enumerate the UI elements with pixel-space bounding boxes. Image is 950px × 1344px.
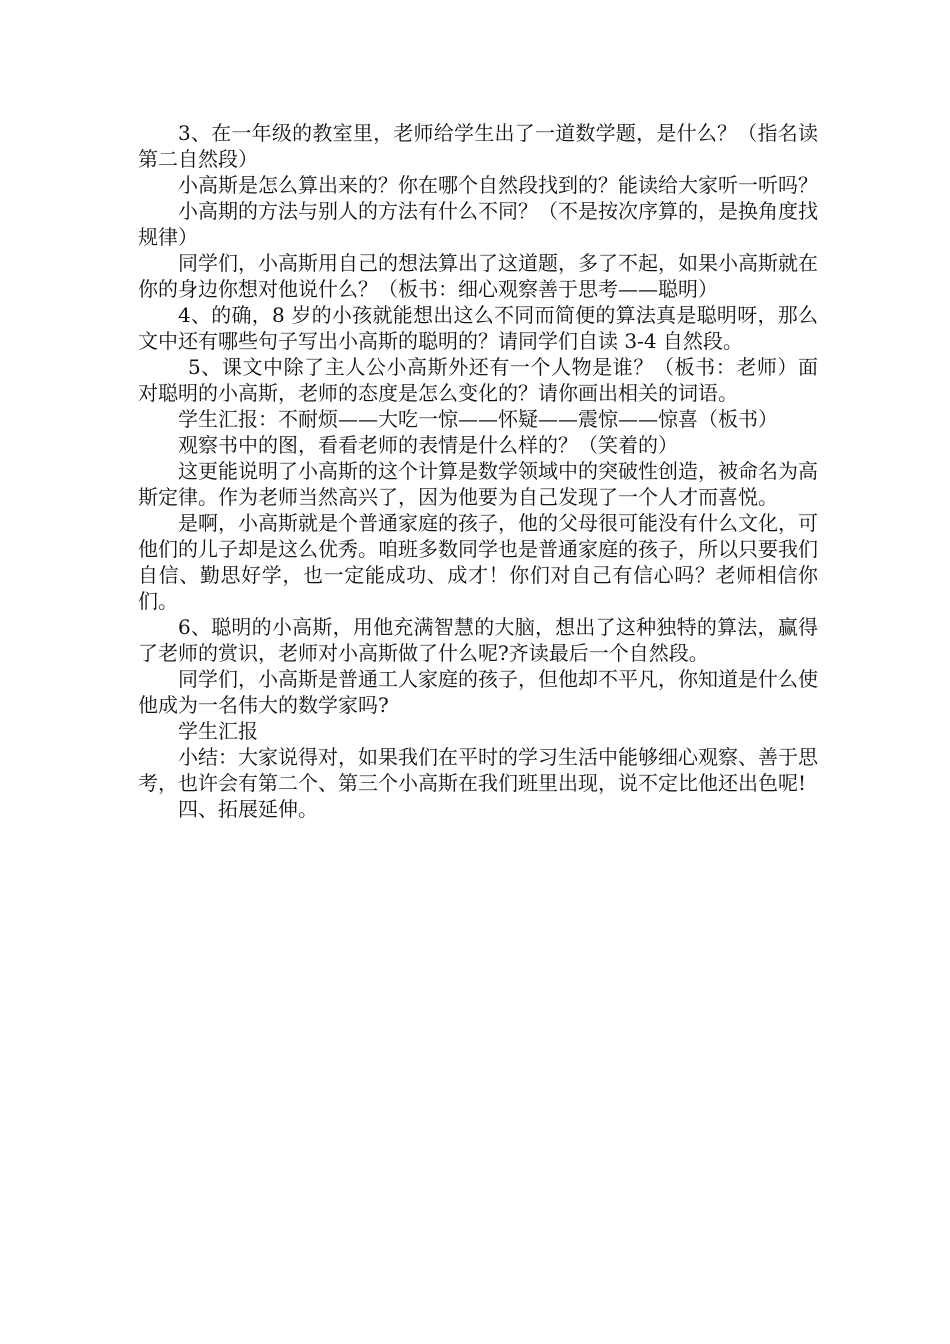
paragraph-what-to-say: 同学们，小高斯用自己的想法算出了这道题，多了不起，如果小高斯就在你的身边你想对他说什么？（板书：细心观察善于思考——聪明） <box>138 251 818 301</box>
paragraph-extension-heading: 四、拓展延伸。 <box>178 797 318 821</box>
paragraph-summary: 小结：大家说得对，如果我们在平时的学习生活中能够细心观察、善于思考，也许会有第二个、第三个小高斯在我们班里出现，说不定比他还出色呢! <box>138 745 818 795</box>
paragraph-gauss-law: 这更能说明了小高斯的这个计算是数学领域中的突破性创造，被命名为高斯定律。作为老师当然高兴了，因为他要为自己发现了一个人才而喜悦。 <box>138 459 818 509</box>
paragraph-great-mathematician: 同学们，小高斯是普通工人家庭的孩子，但他却不平凡，你知道是什么使他成为一名伟大的数学家吗? <box>138 667 818 717</box>
document-body <box>138 120 818 822</box>
paragraph-method-difference: 小高期的方法与别人的方法有什么不同？（不是按次序算的，是换角度找规律） <box>138 199 818 249</box>
paragraph-how-calculated: 小高斯是怎么算出来的？你在哪个自然段找到的？能读给大家听一听吗？ <box>178 173 818 197</box>
paragraph-question-4: 4、的确，8 岁的小孩就能想出这么不同而简便的算法真是聪明呀，那么文中还有哪些句子写出小高斯的聪明的？请同学们自读 3-4 自然段。 <box>138 303 818 353</box>
paragraph-question-5: 5、课文中除了主人公小高斯外还有一个人物是谁？（板书：老师）面对聪明的小高斯，老师的态度是怎么变化的？请你画出相关的词语。 <box>138 355 818 405</box>
paragraph-question-3: 3、在一年级的教室里，老师给学生出了一道数学题，是什么？（指名读第二自然段） <box>138 121 818 171</box>
paragraph-observe-picture: 观察书中的图，看看老师的表情是什么样的？（笑着的） <box>178 433 678 457</box>
paragraph-question-6: 6、聪明的小高斯，用他充满智慧的大脑，想出了这种独特的算法，赢得了老师的赏识，老师对小高斯做了什么呢?齐读最后一个自然段。 <box>138 615 818 665</box>
paragraph-ordinary-family: 是啊，小高斯就是个普通家庭的孩子，他的父母很可能没有什么文化，可他们的儿子却是这么优秀。咱班多数同学也是普通家庭的孩子，所以只要我们自信、勤思好学，也一定能成功、成才！你们对自己有信心吗？老师相信你们。 <box>138 511 818 613</box>
paragraph-student-report-attitude: 学生汇报：不耐烦——大吃一惊——怀疑——震惊——惊喜（板书） <box>178 407 778 431</box>
paragraph-student-report: 学生汇报 <box>178 719 258 743</box>
